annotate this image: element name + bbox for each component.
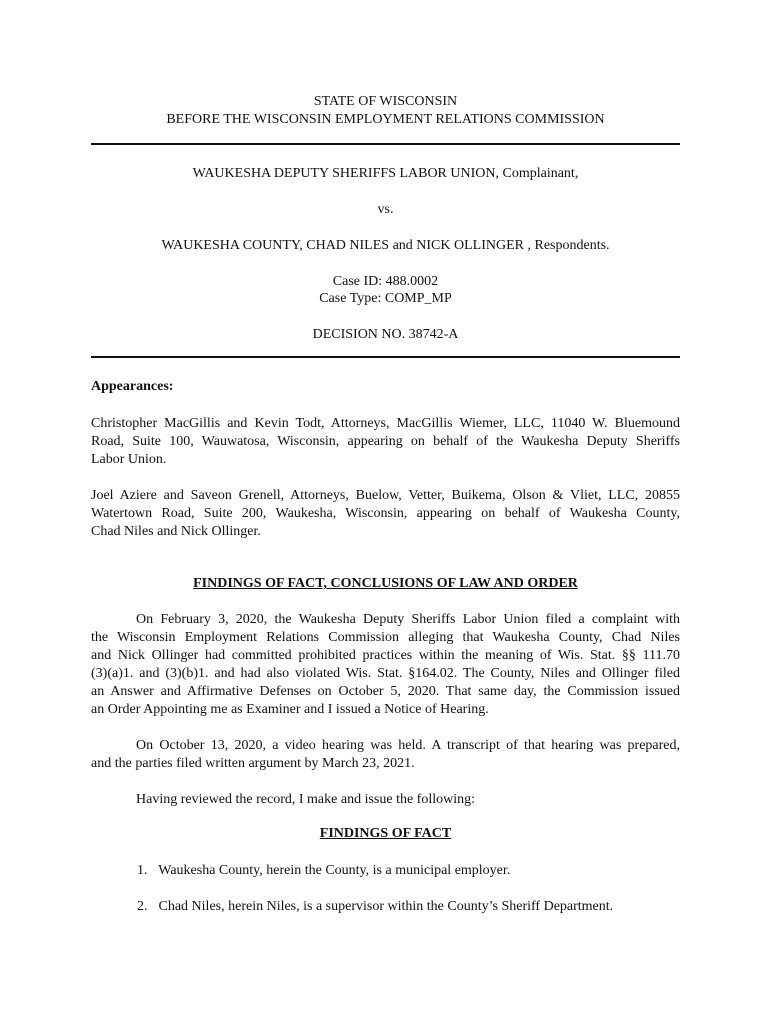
paragraph-line: the Wisconsin Employment Relations Commission alleging that Waukesha County, Chad Niles <box>91 630 680 645</box>
hearing-paragraph <box>91 737 680 773</box>
county-appearance-line: Joel Aziere and Saveon Grenell, Attorneys, Buelow, Vetter, Buikema, Olson & Vliet, LLC, 20855 <box>91 488 680 503</box>
paragraph-line: and the parties filed written argument by March 23, 2021. <box>91 756 415 771</box>
finding-text: Chad Niles, herein Niles, is a supervisor within the County’s Sheriff Department. <box>158 899 614 914</box>
decision-number: DECISION NO. 38742-A <box>312 327 459 342</box>
bottom-divider <box>91 356 680 358</box>
respondents-line: WAUKESHA COUNTY, CHAD NILES and NICK OLLINGER , Respondents. <box>161 238 610 253</box>
union-appearance-line: Road, Suite 100, Wauwatosa, Wisconsin, appearing on behalf of the Waukesha Deputy Sheriffs <box>91 434 680 449</box>
finding-item <box>137 898 613 916</box>
paragraph-line: On October 13, 2020, a video hearing was held. A transcript of that hearing was prepared, <box>136 738 680 753</box>
versus-line: vs. <box>377 202 394 217</box>
finding-item <box>137 862 510 880</box>
paragraph-line: (3)(a)1. and (3)(b)1. and had also violated Wis. Stat. §164.02. The County, Niles and Ollinger filed <box>91 666 680 681</box>
paragraph-line: and Nick Ollinger had committed prohibited practices within the meaning of Wis. Stat. §§ 111.70 <box>91 648 680 663</box>
paragraph-line: an Answer and Affirmative Defenses on October 5, 2020. That same day, the Commission issued <box>91 684 680 699</box>
county-appearance-line: Watertown Road, Suite 200, Waukesha, Wisconsin, appearing on behalf of Waukesha County, <box>91 506 680 521</box>
top-divider <box>91 143 680 145</box>
order-heading: FINDINGS OF FACT, CONCLUSIONS OF LAW AND ORDER <box>193 576 578 591</box>
complainant-line: WAUKESHA DEPUTY SHERIFFS LABOR UNION, Complainant, <box>192 166 579 181</box>
union-appearance-line: Christopher MacGillis and Kevin Todt, Attorneys, MacGillis Wiemer, LLC, 11040 W. Bluemound <box>91 416 680 431</box>
county-appearance-line: Chad Niles and Nick Ollinger. <box>91 524 261 539</box>
paragraph-line: On February 3, 2020, the Waukesha Deputy Sheriffs Labor Union filed a complaint with <box>136 612 680 627</box>
county-appearance <box>91 487 680 541</box>
finding-text: Waukesha County, herein the County, is a municipal employer. <box>158 863 511 878</box>
record-paragraph: Having reviewed the record, I make and issue the following: <box>136 792 476 807</box>
case-type: Case Type: COMP_MP <box>319 291 452 306</box>
union-appearance-line: Labor Union. <box>91 452 167 467</box>
commission-heading: BEFORE THE WISCONSIN EMPLOYMENT RELATIONS COMMISSION <box>166 112 605 127</box>
case-id: Case ID: 488.0002 <box>332 274 439 289</box>
finding-number: 2. <box>137 899 148 914</box>
state-heading: STATE OF WISCONSIN <box>313 94 458 109</box>
procedural-paragraph <box>91 611 680 719</box>
paragraph-line: an Order Appointing me as Examiner and I issued a Notice of Hearing. <box>91 702 489 717</box>
appearances-heading: Appearances: <box>91 379 174 394</box>
union-appearance <box>91 415 680 469</box>
findings-heading: FINDINGS OF FACT <box>319 826 452 841</box>
finding-number: 1. <box>137 863 148 878</box>
